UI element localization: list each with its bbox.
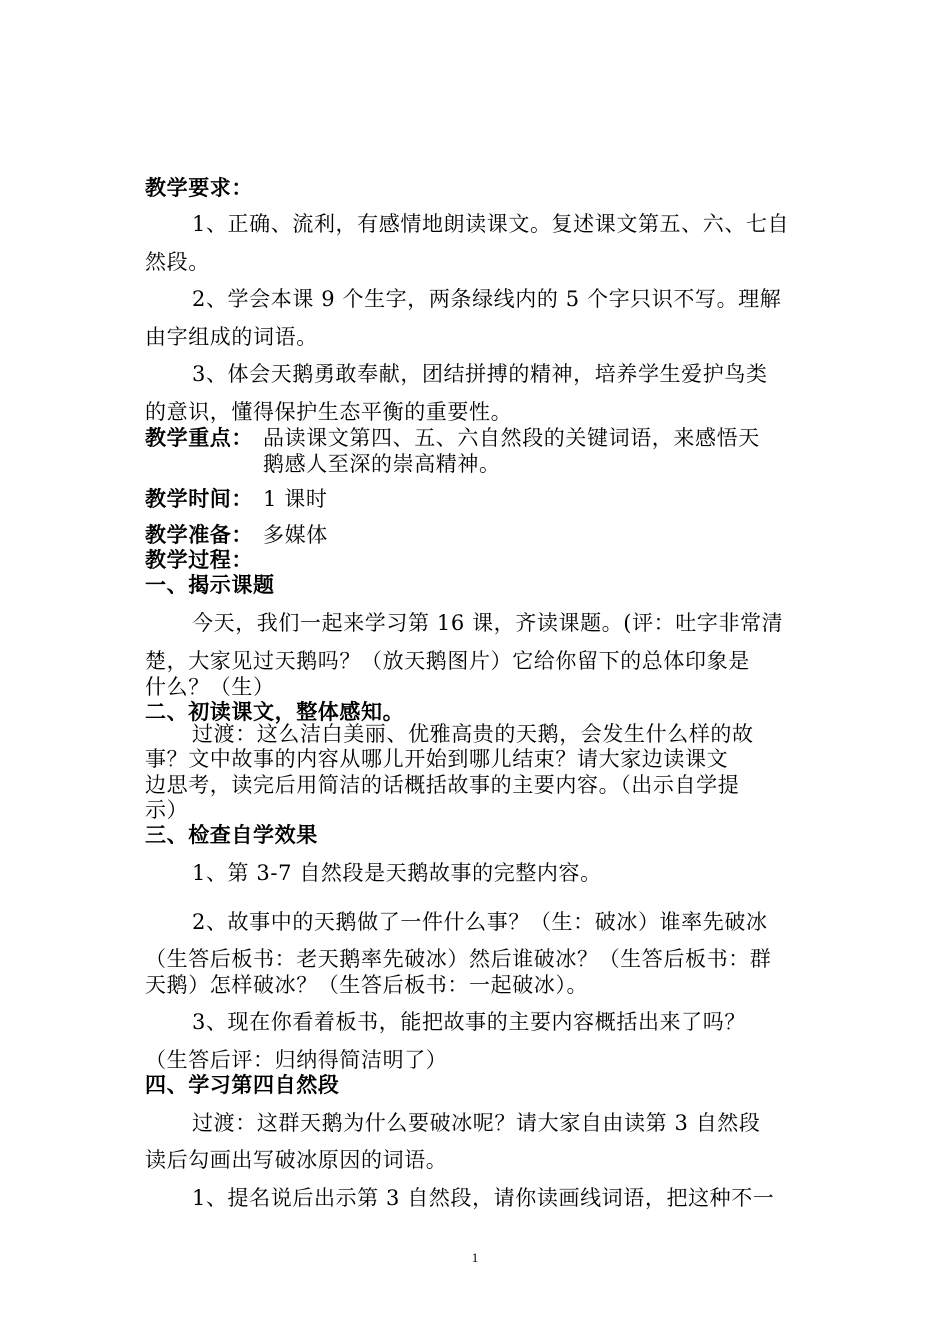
section-3-item-3-line-1: 3、现在你看着板书，能把故事的主要内容概括出来了吗？ [192,1010,746,1034]
page-number: 1 [471,1250,479,1265]
section-3-item-1: 1、第 3-7 自然段是天鹅故事的完整内容。 [192,861,602,885]
section-1-line-2: 楚，大家见过天鹅吗？（放天鹅图片）它给你留下的总体印象是 [145,649,750,673]
prep-label: 教学准备： [145,522,253,547]
prep-value: 多媒体 [263,523,328,547]
key-points-line-2: 鹅感人至深的崇高精神。 [263,452,501,476]
requirement-1-line-1: 1、正确、流利，有感情地朗读课文。复述课文第五、六、七自 [192,212,790,236]
section-2-line-1: 过渡：这么洁白美丽、优雅高贵的天鹅，会发生什么样的故 [192,722,754,746]
requirement-1-line-2: 然段。 [145,250,210,274]
section-4-item-1-line-1: 1、提名说后出示第 3 自然段，请你读画线词语，把这种不一 [192,1186,775,1210]
section-3-item-2-line-2: （生答后板书：老天鹅率先破冰）然后谁破冰？（生答后板书：群 [145,947,772,971]
section-3-heading: 三、检查自学效果 [145,822,318,847]
key-points-label: 教学重点： [145,425,253,450]
section-2-line-3: 边思考，读完后用简洁的话概括故事的主要内容。（出示自学提 [145,773,740,797]
section-1-heading: 一、揭示课题 [145,572,275,597]
section-2-line-2: 事？文中故事的内容从哪儿开始到哪儿结束？请大家边读课文 [145,747,729,771]
section-1-line-3: 什么？（生） [145,675,275,699]
section-4-line-1: 过渡：这群天鹅为什么要破冰呢？请大家自由读第 3 自然段 [192,1111,761,1135]
requirements-heading: 教学要求： [145,175,253,200]
section-3-item-3-line-2: （生答后评：归纳得简洁明了） [145,1048,448,1072]
section-2-line-4: 示） [145,798,189,822]
requirement-2-line-1: 2、学会本课 9 个生字，两条绿线内的 5 个字只识不写。理解 [192,287,782,311]
section-4-heading: 四、学习第四自然段 [145,1072,340,1097]
time-label: 教学时间： [145,486,253,511]
section-4-line-2: 读后勾画出写破冰原因的词语。 [145,1148,448,1172]
section-2-heading: 二、初读课文，整体感知。 [145,699,405,724]
requirement-3-line-2: 的意识，懂得保护生态平衡的重要性。 [145,400,513,424]
time-value: 1 课时 [263,487,328,511]
key-points-line-1: 品读课文第四、五、六自然段的关键词语，来感悟天 [263,426,760,450]
process-heading: 教学过程： [145,547,253,572]
requirement-3-line-1: 3、体会天鹅勇敢奉献，团结拼搏的精神，培养学生爱护鸟类 [192,362,768,386]
section-3-item-2-line-3: 天鹅）怎样破冰？（生答后板书：一起破冰）。 [145,973,589,997]
section-3-item-2-line-1: 2、故事中的天鹅做了一件什么事？（生：破冰）谁率先破冰 [192,910,768,934]
requirement-2-line-2: 由字组成的词语。 [145,325,318,349]
section-1-line-1: 今天，我们一起来学习第 16 课，齐读课题。(评：吐字非常清 [192,611,784,635]
